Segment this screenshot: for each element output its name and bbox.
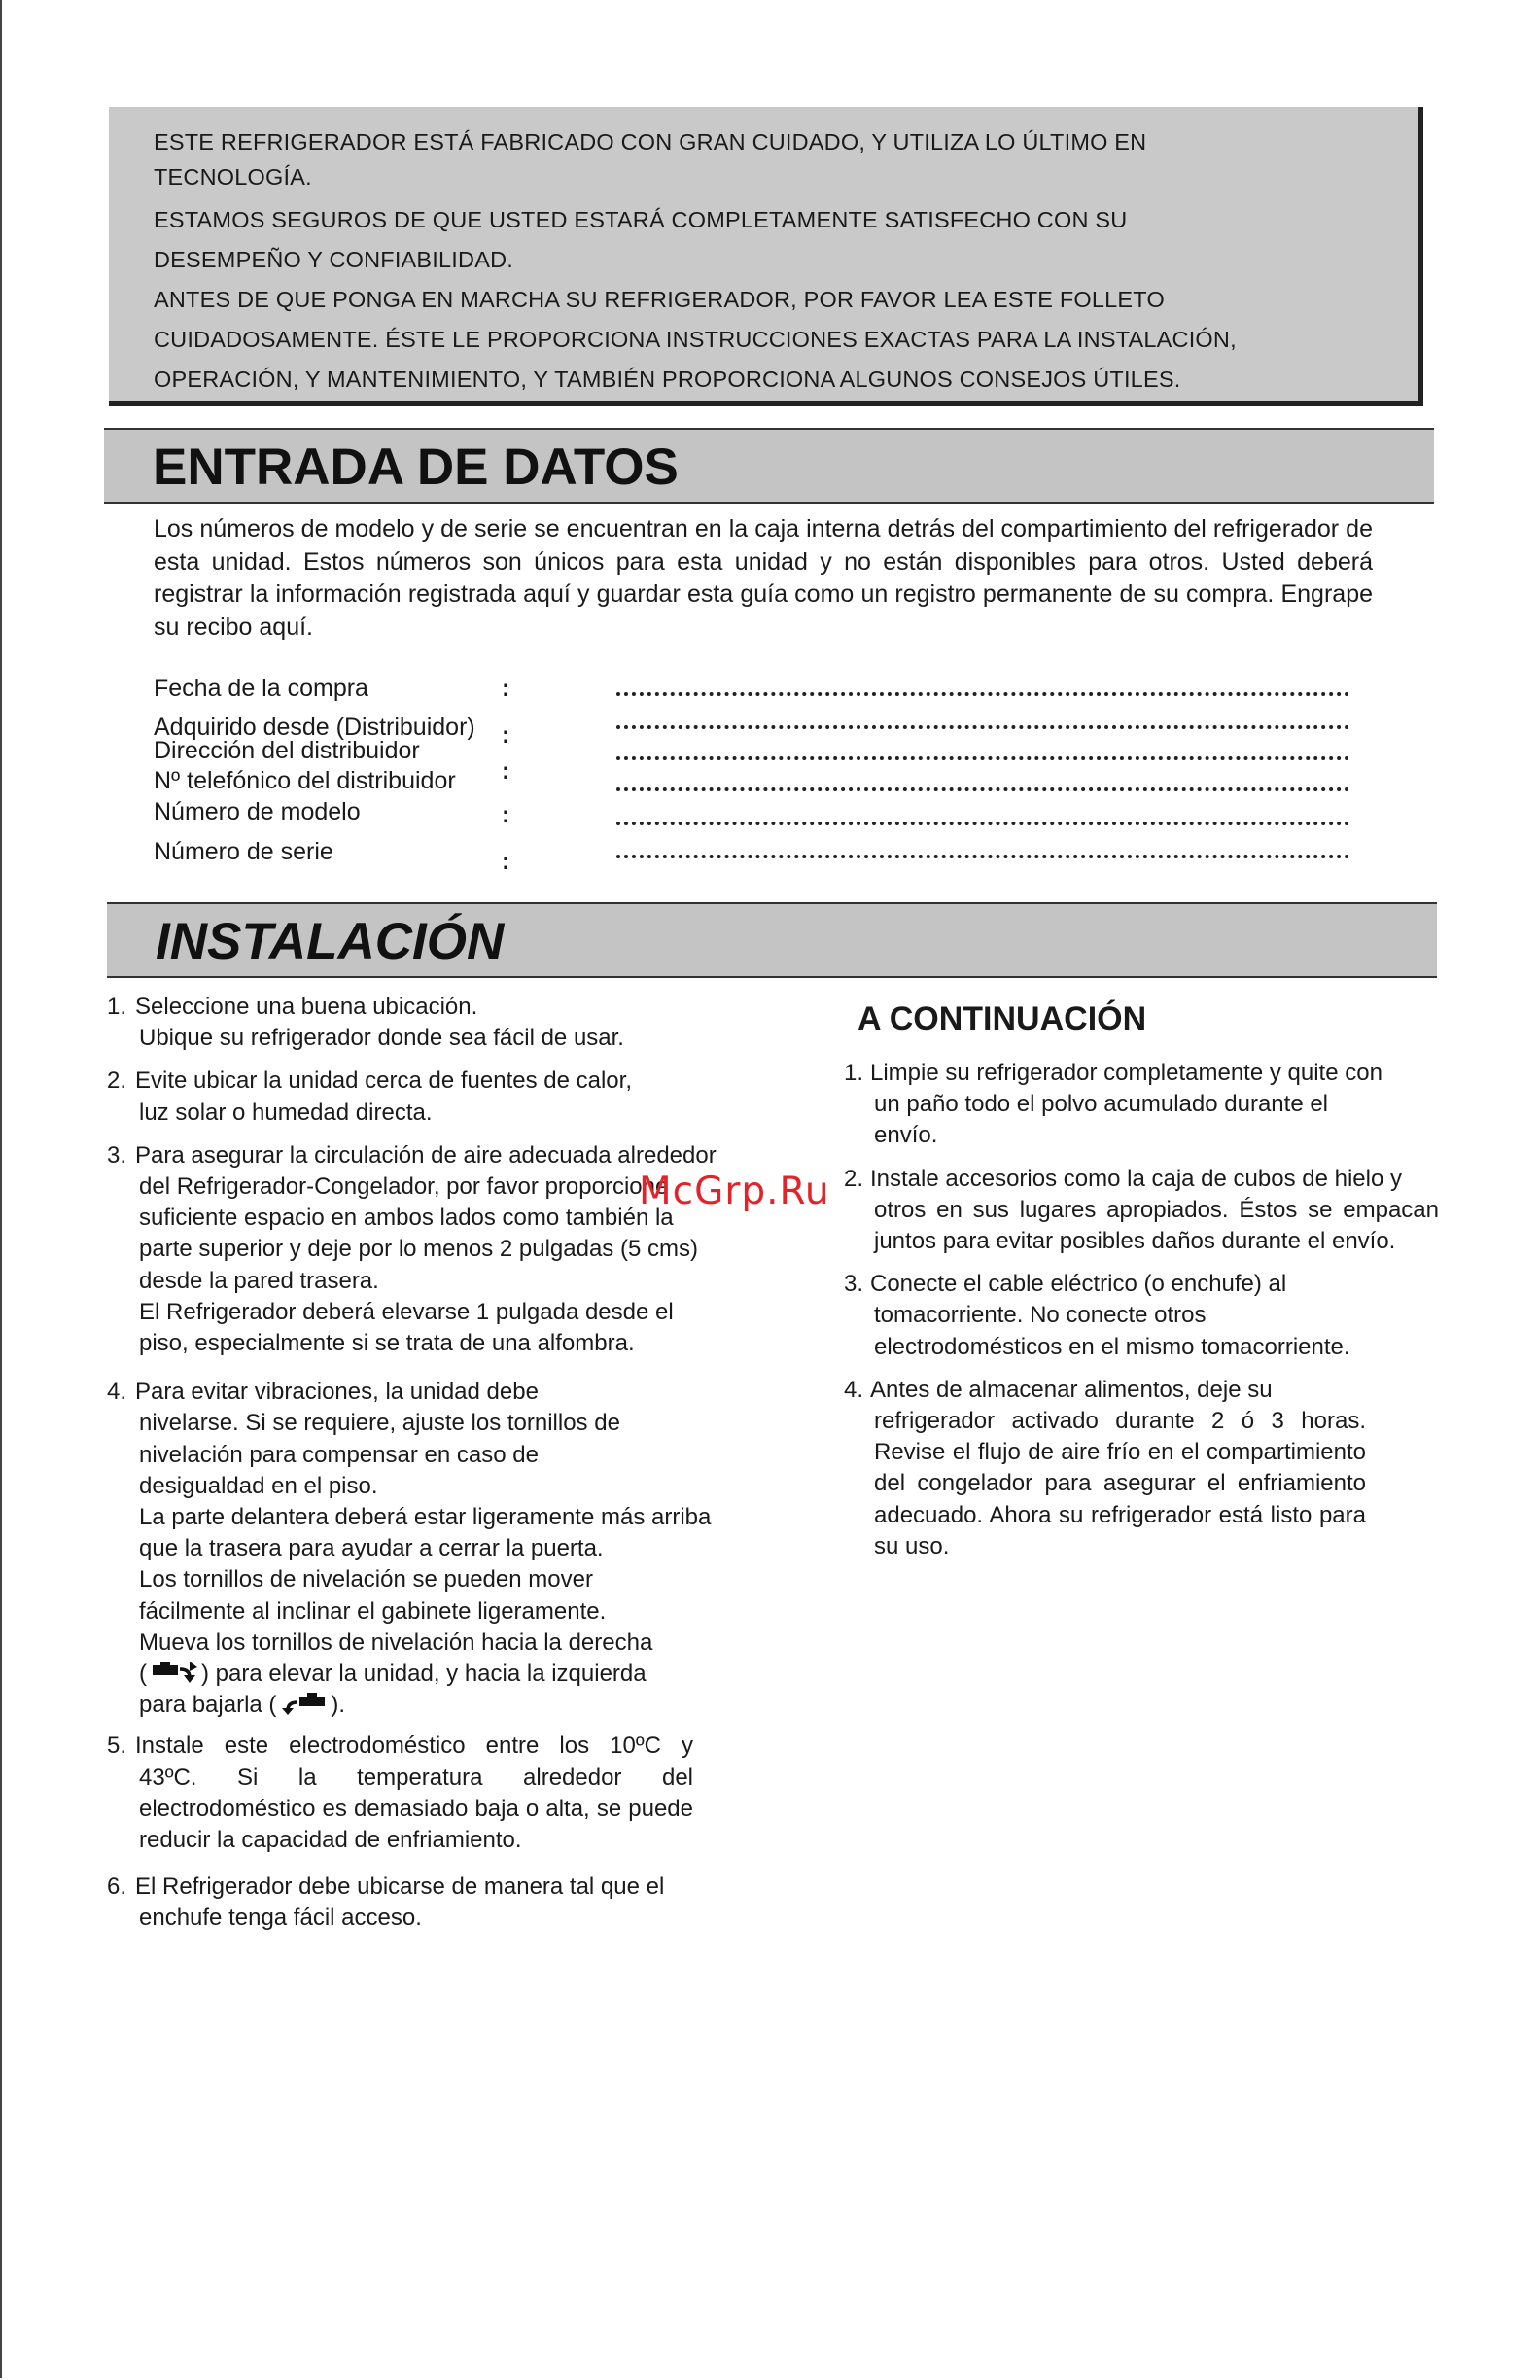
watermark: McGrp.Ru: [639, 1170, 830, 1213]
item-text: luz solar o humedad directa.: [139, 1099, 433, 1126]
list-item: [107, 1731, 749, 1856]
instalacion-left-column: [107, 992, 749, 1935]
screw-lower-icon: [276, 1691, 331, 1716]
list-item: [107, 1066, 749, 1128]
item-text: tomacorriente. No conecte otros electrodomésticos en el mismo tomacorriente.: [874, 1302, 1350, 1360]
data-entry-form: [154, 671, 1359, 875]
item-number: 3.: [107, 1141, 127, 1169]
list-item: [844, 1375, 1439, 1562]
field-colon: :: [502, 848, 510, 875]
item-text: Los tornillos de nivelación se pueden mover fácilmente al inclinar el gabinete ligeramente.: [139, 1566, 607, 1625]
field-label-direccion: Dirección del distribuidor: [154, 737, 420, 764]
list-item: [107, 992, 749, 1054]
intro-line-5: ANTES DE QUE PONGA EN MARCHA SU REFRIGERADOR, POR FAVOR LEA ESTE FOLLETO: [154, 287, 1165, 312]
section-header-instalacion: [107, 902, 1437, 978]
list-item: [844, 1058, 1439, 1152]
item-number: 1.: [107, 994, 127, 1020]
item-number: 3.: [844, 1271, 864, 1298]
item-number: 5.: [107, 1732, 127, 1760]
section-title-datos: ENTRADA DE DATOS: [153, 438, 679, 496]
intro-line-4: DESEMPEÑO Y CONFIABILIDAD.: [154, 247, 513, 272]
field-colon: :: [502, 675, 510, 702]
item-text: Ubique su refrigerador donde sea fácil de usar.: [139, 1025, 624, 1052]
paren-open: (: [139, 1661, 147, 1688]
field-label-modelo: Número de modelo: [154, 798, 361, 825]
list-item: [107, 1377, 749, 1721]
field-label-telefono: Nº telefónico del distribuidor: [154, 767, 456, 794]
item-text: refrigerador activado durante 2 ó 3 horas. Revise el flujo de aire frío en el compartimiento del congelador para asegurar el enfriamiento adecuado. Ahora su refrigerador está listo para su uso.: [874, 1408, 1366, 1559]
datos-paragraph: Los números de modelo y de serie se encuentran en la caja interna detrás del compartimiento del refrigerador de esta unidad. Estos números son únicos para esta unidad y no están disponibles para otros. Usted deberá registrar la información registrada aquí y guardar esta guía como un registro permanente de su compra. Engrape su recibo aquí.: [154, 515, 1373, 641]
field-line-direccion[interactable]: [616, 756, 1349, 760]
intro-line-3: ESTAMOS SEGUROS DE QUE USTED ESTARÁ COMPLETAMENTE SATISFECHO CON SU: [154, 207, 1128, 232]
item-text: ).: [331, 1692, 346, 1719]
item-lead: Evite ubicar la unidad cerca de fuentes de calor,: [135, 1068, 632, 1095]
intro-box: [109, 107, 1423, 406]
item-text: otros en sus lugares apropiados. Éstos se empacan juntos para evitar posibles daños durante el envío.: [874, 1196, 1439, 1255]
intro-line-6: CUIDADOSAMENTE. ÉSTE LE PROPORCIONA INSTRUCCIONES EXACTAS PARA LA INSTALACIÓN,: [154, 327, 1237, 352]
subsection-title: A CONTINUACIÓN: [858, 1000, 1147, 1037]
field-line-adquirido[interactable]: [616, 725, 1349, 729]
field-label-fecha: Fecha de la compra: [154, 675, 368, 702]
intro-line-2: TECNOLOGÍA.: [154, 164, 312, 190]
field-line-serie[interactable]: [616, 855, 1349, 858]
screw-raise-icon: [147, 1660, 201, 1685]
item-text: Mueva los tornillos de nivelación hacia la derecha: [139, 1628, 653, 1656]
field-colon: :: [502, 721, 510, 749]
item-number: 2.: [844, 1165, 864, 1192]
field-line-telefono[interactable]: [616, 788, 1349, 791]
field-line-modelo[interactable]: [616, 822, 1349, 825]
field-label-serie: Número de serie: [154, 838, 333, 865]
item-lead: Para evitar vibraciones, la unidad debe: [135, 1379, 539, 1406]
item-text: La parte delantera deberá estar ligeramente más arriba que la trasera para ayudar a cerrar la puerta.: [139, 1504, 712, 1562]
field-line-fecha[interactable]: [616, 692, 1349, 696]
item-text: un paño todo el polvo acumulado durante el envío.: [874, 1091, 1329, 1149]
field-colon: :: [502, 757, 510, 785]
item-number: 4.: [107, 1379, 127, 1406]
item-text: del Refrigerador-Congelador, por favor proporcione suficiente espacio en ambos lados como también la parte superior y deje por lo menos 2 pulgadas (5 cms) desde la pared trasera.: [139, 1173, 698, 1294]
item-number: 6.: [107, 1873, 127, 1901]
item-lead: El Refrigerador debe ubicarse de manera tal que el: [135, 1873, 665, 1901]
item-number: 2.: [107, 1068, 127, 1095]
item-lead: Instale este electrodoméstico entre los 10ºC y: [135, 1732, 693, 1760]
item-number: 1.: [844, 1060, 864, 1086]
item-lead: Para asegurar la circulación de aire adecuada alrededor: [135, 1141, 717, 1169]
list-item: [107, 1872, 749, 1934]
item-lead: Conecte el cable eléctrico (o enchufe) al: [870, 1271, 1287, 1298]
item-text: para bajarla (: [139, 1692, 277, 1719]
item-text: 43ºC. Si la temperatura alrededor del electrodoméstico es demasiado baja o alta, se puede reducir la capacidad de enfriamiento.: [139, 1764, 693, 1854]
section-title-instalacion: INSTALACIÓN: [156, 913, 505, 970]
section-header-datos: [104, 428, 1434, 504]
item-lead: Antes de almacenar alimentos, deje su: [870, 1376, 1273, 1403]
field-colon: :: [502, 801, 510, 828]
intro-line-1: ESTE REFRIGERADOR ESTÁ FABRICADO CON GRAN CUIDADO, Y UTILIZA LO ÚLTIMO EN: [154, 129, 1147, 155]
item-text: El Refrigerador deberá elevarse 1 pulgada desde el piso, especialmente si se trata de una alfombra.: [139, 1298, 674, 1357]
intro-line-7: OPERACIÓN, Y MANTENIMIENTO, Y TAMBIÉN PROPORCIONA ALGUNOS CONSEJOS ÚTILES.: [154, 367, 1181, 392]
field-label-adquirido: Adquirido desde (Distribuidor): [154, 714, 475, 741]
item-lead: Limpie su refrigerador completamente y quite con: [870, 1060, 1382, 1086]
instalacion-right-column: [844, 992, 1439, 1562]
item-number: 4.: [844, 1376, 864, 1403]
item-text: enchufe tenga fácil acceso.: [139, 1905, 422, 1932]
item-text: ) para elevar la unidad, y hacia la izquierda: [201, 1661, 647, 1688]
item-text: nivelarse. Si se requiere, ajuste los tornillos de nivelación para compensar en caso de desigualdad en el piso.: [139, 1410, 620, 1499]
list-item: [844, 1269, 1439, 1363]
item-lead: Seleccione una buena ubicación.: [135, 994, 478, 1020]
list-item: [844, 1164, 1439, 1258]
item-lead: Instale accesorios como la caja de cubos de hielo y: [870, 1165, 1402, 1192]
